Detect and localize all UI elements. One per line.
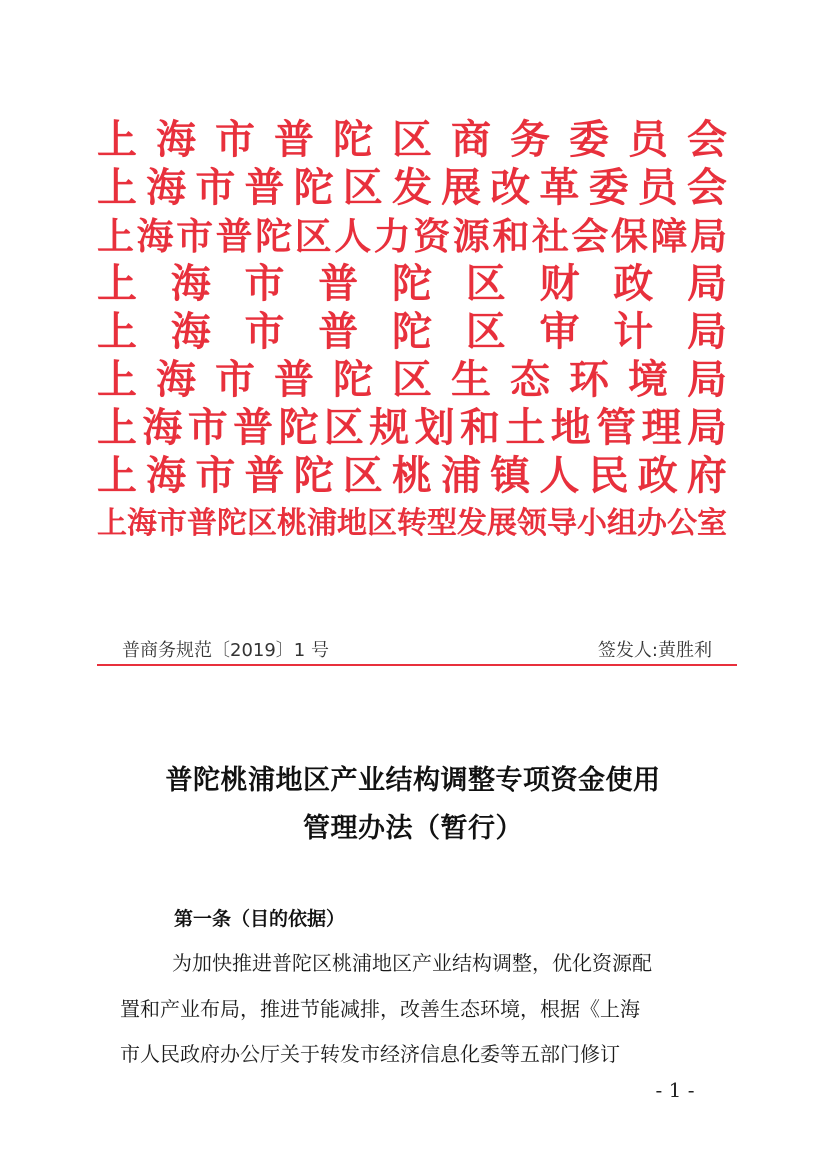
agency-char: 普 [233, 404, 274, 451]
agency-line [97, 452, 727, 500]
agency-char: 海 [170, 260, 211, 307]
agency-char: 发 [391, 164, 432, 211]
agency-char: 普 [274, 116, 314, 163]
agency-char: 展 [441, 164, 482, 211]
agency-char: 陀 [333, 356, 373, 403]
agency-char: 政 [637, 452, 678, 499]
document-number: 普商务规范〔2019〕1 号 [122, 640, 329, 661]
agency-char: 市 [157, 506, 187, 541]
agency-char: 海 [136, 214, 174, 258]
agency-char: 陀 [293, 164, 334, 211]
agency-char: 市 [215, 116, 255, 163]
agency-char: 陀 [278, 404, 319, 451]
agency-char: 地 [550, 404, 591, 451]
agency-char: 市 [215, 356, 255, 403]
agency-char: 管 [596, 404, 637, 451]
agency-char: 源 [452, 214, 490, 258]
agency-char: 社 [531, 214, 569, 258]
agency-char: 海 [127, 506, 157, 541]
agency-char: 组 [607, 506, 637, 541]
agency-char: 陀 [217, 506, 247, 541]
agency-line [97, 260, 727, 308]
agency-char: 境 [628, 356, 668, 403]
body-line: 市人民政府办公厅关于转发市经济信息化委等五部门修订 [120, 1042, 620, 1066]
agency-char: 海 [156, 356, 196, 403]
document-title-line-1: 普陀桃浦地区产业结构调整专项资金使用 [165, 765, 661, 796]
agency-char: 市 [195, 164, 236, 211]
agency-char: 局 [687, 356, 727, 403]
agency-char: 普 [244, 164, 285, 211]
agency-char: 桃 [391, 452, 432, 499]
agency-char: 计 [613, 308, 654, 355]
agency-char: 上 [97, 506, 127, 541]
agency-char: 区 [323, 404, 364, 451]
agency-char: 保 [610, 214, 648, 258]
agency-char: 展 [487, 506, 517, 541]
agency-line [97, 356, 727, 404]
agency-char: 局 [689, 214, 727, 258]
agency-line [97, 500, 727, 548]
red-divider [97, 664, 737, 666]
agency-char: 市 [244, 308, 285, 355]
agency-char: 委 [569, 116, 609, 163]
agency-char: 会 [686, 164, 727, 211]
agency-line [97, 164, 727, 212]
agency-char: 上 [97, 214, 134, 258]
agency-char: 导 [547, 506, 577, 541]
agency-char: 区 [392, 356, 432, 403]
agency-char: 普 [274, 356, 314, 403]
agency-char: 区 [465, 260, 506, 307]
agency-char: 上 [97, 308, 137, 355]
agency-char: 市 [176, 214, 214, 258]
agency-char: 会 [571, 214, 609, 258]
agency-char: 局 [687, 308, 727, 355]
document-number-row [122, 636, 712, 662]
agency-char: 资 [413, 214, 451, 258]
issuer: 签发人:黄胜利 [597, 640, 712, 661]
agency-line [97, 404, 727, 452]
agency-char: 室 [697, 506, 727, 541]
body-line: 为加快推进普陀区桃浦地区产业结构调整，优化资源配 [172, 951, 652, 975]
agency-char: 府 [686, 452, 727, 499]
agency-char: 转 [397, 506, 427, 541]
agency-char: 陀 [293, 452, 334, 499]
agency-char: 上 [97, 164, 137, 211]
agency-char: 态 [510, 356, 550, 403]
agency-char: 障 [650, 214, 688, 258]
agency-char: 普 [215, 214, 253, 258]
agency-char: 市 [244, 260, 285, 307]
agency-line [97, 116, 727, 164]
agency-char: 桃 [277, 506, 307, 541]
agency-char: 会 [687, 116, 727, 163]
agency-char: 环 [569, 356, 609, 403]
agency-char: 和 [492, 214, 530, 258]
agency-char: 海 [146, 452, 187, 499]
agency-char: 海 [156, 116, 196, 163]
agency-char: 小 [577, 506, 607, 541]
agency-char: 上 [97, 452, 137, 499]
agency-char: 领 [517, 506, 547, 541]
agency-char: 浦 [307, 506, 337, 541]
agency-char: 上 [97, 356, 137, 403]
agency-char: 区 [247, 506, 277, 541]
agency-char: 革 [539, 164, 580, 211]
agency-char: 普 [187, 506, 217, 541]
agency-char: 和 [460, 404, 500, 451]
agency-char: 人 [334, 214, 372, 258]
agency-char: 陀 [392, 260, 432, 307]
agency-char: 审 [539, 308, 580, 355]
agency-char: 普 [318, 308, 359, 355]
agency-char: 土 [505, 404, 546, 451]
agency-char: 陀 [392, 308, 432, 355]
agency-char: 海 [146, 164, 187, 211]
agency-char: 海 [170, 308, 211, 355]
agency-char: 区 [342, 164, 383, 211]
agency-char: 上 [97, 116, 137, 163]
agency-char: 型 [427, 506, 457, 541]
agency-char: 地 [337, 506, 367, 541]
agency-char: 员 [628, 116, 668, 163]
agency-line [97, 212, 727, 260]
agency-char: 浦 [441, 452, 482, 499]
agency-char: 理 [641, 404, 682, 451]
page-number: - 1 - [655, 1078, 695, 1102]
agency-char: 局 [687, 260, 727, 307]
agency-char: 镇 [490, 452, 531, 499]
agency-char: 公 [667, 506, 697, 541]
agency-char: 上 [97, 260, 137, 307]
agency-char: 务 [510, 116, 550, 163]
issuing-agencies-letterhead [97, 116, 727, 548]
agency-line [97, 308, 727, 356]
agency-char: 区 [367, 506, 397, 541]
agency-char: 陀 [255, 214, 293, 258]
agency-char: 海 [142, 404, 183, 451]
agency-char: 区 [465, 308, 506, 355]
agency-char: 委 [588, 164, 629, 211]
agency-char: 区 [294, 214, 332, 258]
agency-char: 员 [637, 164, 678, 211]
body-line: 置和产业布局，推进节能减排，改善生态环境，根据《上海 [120, 997, 640, 1021]
agency-char: 商 [451, 116, 491, 163]
agency-char: 生 [451, 356, 491, 403]
agency-char: 力 [373, 214, 411, 258]
agency-char: 人 [539, 452, 580, 499]
agency-char: 发 [457, 506, 487, 541]
agency-char: 区 [342, 452, 383, 499]
agency-char: 普 [244, 452, 285, 499]
agency-char: 规 [369, 404, 410, 451]
document-title-line-2: 管理办法（暂行） [303, 813, 523, 844]
agency-char: 普 [318, 260, 359, 307]
agency-char: 办 [637, 506, 667, 541]
agency-char: 政 [613, 260, 654, 307]
agency-char: 民 [588, 452, 629, 499]
agency-char: 改 [490, 164, 531, 211]
agency-char: 划 [414, 404, 455, 451]
agency-char: 区 [392, 116, 432, 163]
article-heading: 第一条（目的依据） [174, 908, 346, 930]
agency-char: 财 [539, 260, 580, 307]
agency-char: 陀 [333, 116, 373, 163]
agency-char: 市 [187, 404, 228, 451]
agency-char: 上 [97, 404, 137, 451]
agency-char: 市 [195, 452, 236, 499]
agency-char: 局 [686, 404, 727, 451]
